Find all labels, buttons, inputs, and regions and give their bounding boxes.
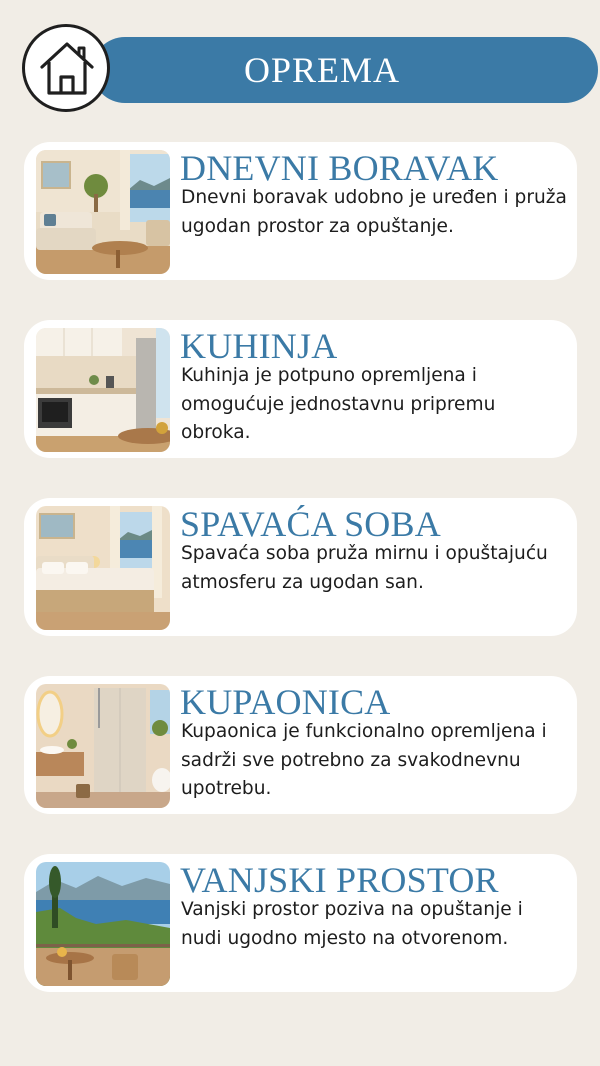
card-description: Kupaonica je funkcionalno opremljena i sadrži sve potrebno za svakodnevnu upotrebu. — [181, 721, 547, 799]
card-description: Spavaća soba pruža mirnu i opuštajuću atmosferu za ugodan san. — [181, 543, 548, 593]
card-description: Dnevni boravak udobno je uređen i pruža ugodan prostor za opuštanje. — [181, 187, 567, 237]
card-title: KUHINJA — [180, 326, 338, 366]
page-title: OPREMA — [243, 50, 401, 90]
card-description: Kuhinja je potpuno opremljena i omogućuje jednostavnu pripremu obroka. — [181, 365, 496, 443]
card-bathroom[interactable] — [24, 676, 577, 814]
outdoor-terrace-photo — [36, 862, 170, 986]
home-badge[interactable] — [22, 24, 110, 112]
kitchen-photo — [36, 328, 170, 452]
card-title: KUPAONICA — [180, 682, 391, 722]
card-title: DNEVNI BORAVAK — [180, 148, 499, 188]
bedroom-photo — [36, 506, 170, 630]
card-living-room[interactable] — [24, 142, 577, 280]
card-kitchen[interactable] — [24, 320, 577, 458]
page-header — [22, 24, 578, 118]
home-icon — [38, 39, 96, 99]
card-outdoor[interactable] — [24, 854, 577, 992]
card-description: Vanjski prostor poziva na opuštanje i nudi ugodno mjesto na otvorenom. — [181, 899, 523, 949]
bathroom-photo — [36, 684, 170, 808]
card-bedroom[interactable] — [24, 498, 577, 636]
card-title: VANJSKI PROSTOR — [180, 860, 499, 900]
card-title: SPAVAĆA SOBA — [180, 504, 441, 544]
living-room-photo — [36, 150, 170, 274]
